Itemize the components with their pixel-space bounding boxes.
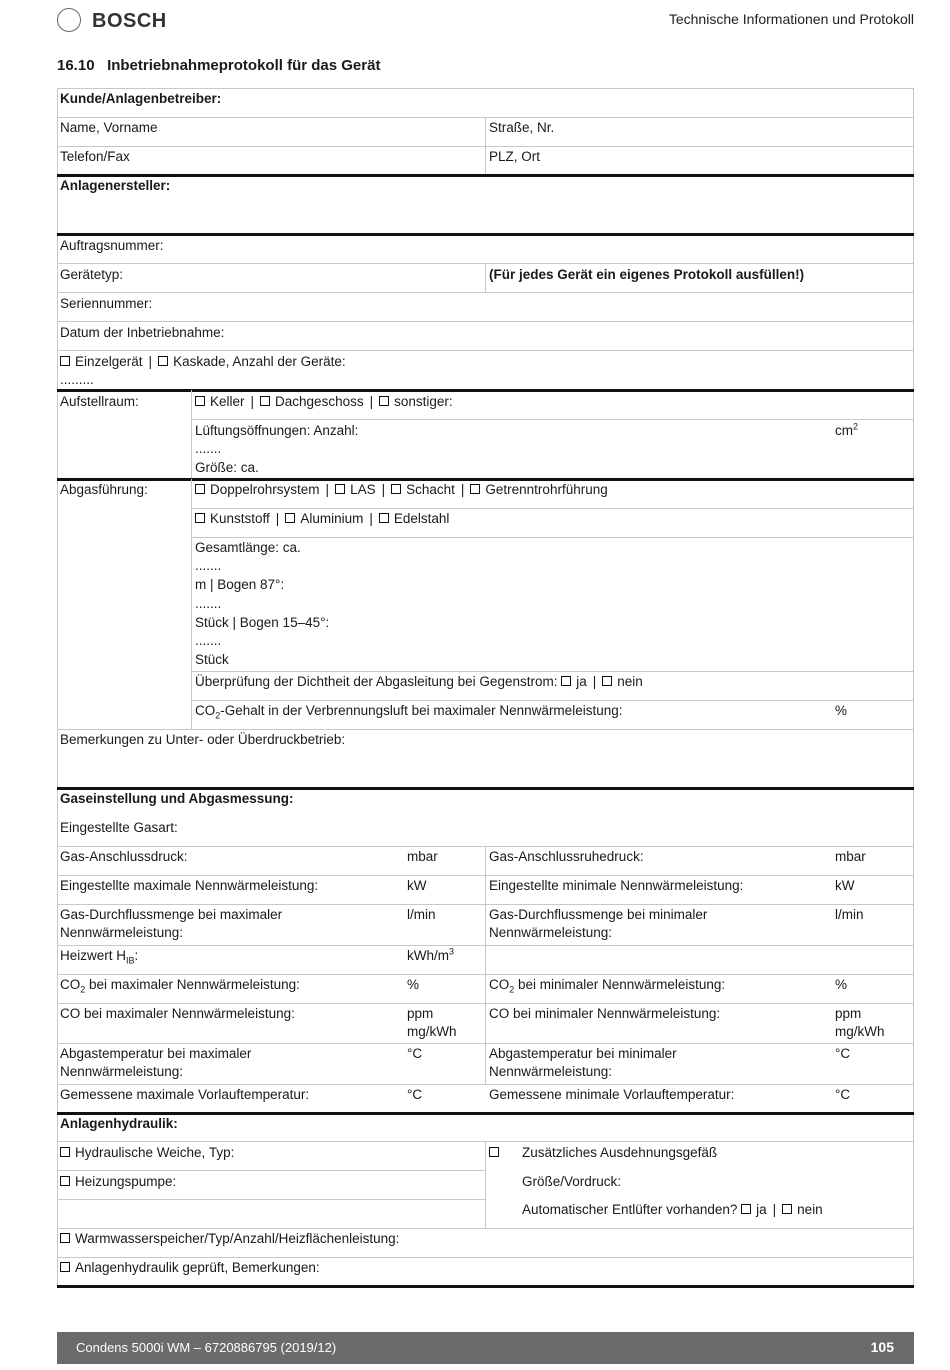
attic-checkbox[interactable] bbox=[260, 396, 270, 406]
cascade-dots: ......... bbox=[60, 372, 94, 387]
flue-material-options: Kunststoff | Aluminium | Edelstahl bbox=[195, 510, 449, 528]
commissioning-date-field[interactable]: Datum der Inbetriebnahme: bbox=[60, 325, 225, 340]
las-checkbox[interactable] bbox=[335, 484, 345, 494]
section-title: 16.10 Inbetriebnahmeprotokoll für das Gerät bbox=[57, 57, 381, 74]
vessel-size-field[interactable]: Größe/Vordruck: bbox=[522, 1174, 622, 1189]
dhw-row: Warmwasserspeicher/Typ/Anzahl/Heizflächenleistung: bbox=[60, 1230, 399, 1248]
shaft-checkbox[interactable] bbox=[391, 484, 401, 494]
plastic-checkbox[interactable] bbox=[195, 513, 205, 523]
aluminium-checkbox[interactable] bbox=[285, 513, 295, 523]
flue-temp-min-cont: Nennwärmeleistung: bbox=[489, 1064, 613, 1079]
brand-name: BOSCH bbox=[92, 10, 167, 32]
flue-system-options: Doppelrohrsystem | LAS | Schacht | Getrenntrohrführung bbox=[195, 481, 608, 499]
vents-size-field[interactable]: Größe: ca. bbox=[195, 460, 259, 475]
flue-label: Abgasführung: bbox=[60, 482, 148, 497]
gas-type-field[interactable]: Eingestellte Gasart: bbox=[60, 820, 178, 835]
flue-dots: ....... bbox=[195, 558, 222, 573]
table-left-border bbox=[57, 88, 58, 1287]
header-title: Technische Informationen und Protokoll bbox=[668, 11, 914, 27]
flue-temp-max-field[interactable]: Abgastemperatur bei maximaler bbox=[60, 1046, 252, 1061]
leak-test-row: Überprüfung der Dichtheit der Abgasleitung bei Gegenstrom: ja | nein bbox=[195, 674, 643, 689]
room-options: Keller | Dachgeschoss | sonstiger: bbox=[195, 393, 453, 411]
pieces-label: Stück bbox=[195, 652, 229, 667]
device-count-row: Einzelgerät | Kaskade, Anzahl der Geräte: bbox=[60, 353, 346, 371]
unit: °C bbox=[407, 1046, 423, 1061]
hydraulics-checked-checkbox[interactable] bbox=[60, 1262, 70, 1272]
flue-dots: ....... bbox=[195, 596, 222, 611]
room-label: Aufstellraum: bbox=[60, 394, 139, 409]
max-flow-field[interactable]: Gas-Durchflussmenge bei maximaler bbox=[60, 907, 283, 922]
auto-vent-row: Automatischer Entlüfter vorhanden? ja | nein bbox=[522, 1202, 823, 1217]
section-divider bbox=[57, 174, 914, 177]
flue-length-field[interactable]: Gesamtlänge: ca. bbox=[195, 540, 301, 555]
unit: mg/kWh bbox=[835, 1024, 885, 1039]
flow-temp-min-field[interactable]: Gemessene minimale Vorlauftemperatur: bbox=[489, 1087, 735, 1102]
vents-dots: ....... bbox=[195, 441, 222, 456]
unit: % bbox=[835, 977, 848, 992]
leak-no-checkbox[interactable] bbox=[602, 676, 612, 686]
vents-count-field[interactable]: Lüftungsöffnungen: Anzahl: bbox=[195, 423, 359, 438]
section-divider bbox=[57, 1112, 914, 1115]
section-divider bbox=[57, 233, 914, 236]
unit: ppm bbox=[835, 1006, 862, 1021]
unit: mbar bbox=[407, 849, 438, 864]
min-flow-label-cont: Nennwärmeleistung: bbox=[489, 925, 613, 940]
table-top-border bbox=[57, 88, 914, 89]
co2-air-unit: % bbox=[835, 703, 848, 718]
unit: kWh/$m^3$ bbox=[407, 946, 455, 963]
footer-document-id: Condens 5000i WM – 6720886795 (2019/12) bbox=[76, 1340, 337, 1355]
order-number-field[interactable]: Auftragsnummer: bbox=[60, 238, 164, 253]
pump-checkbox[interactable] bbox=[60, 1176, 70, 1186]
co2-min-field[interactable]: $CO_2$ bei minimaler Nennwärmeleistung: bbox=[489, 977, 726, 995]
flue-temp-max-cont: Nennwärmeleistung: bbox=[60, 1064, 184, 1079]
hydraulics-heading: Anlagenhydraulik: bbox=[60, 1116, 178, 1131]
unit: ppm bbox=[407, 1006, 434, 1021]
section-divider bbox=[57, 389, 914, 392]
hydraulic-switch-row: Hydraulische Weiche, Typ: bbox=[60, 1144, 234, 1162]
co-min-field[interactable]: CO bei minimaler Nennwärmeleistung: bbox=[489, 1006, 721, 1021]
device-note: (Für jedes Gerät ein eigenes Protokoll ausfüllen!) bbox=[489, 267, 805, 282]
serial-number-field[interactable]: Seriennummer: bbox=[60, 296, 153, 311]
vent-no-checkbox[interactable] bbox=[782, 1204, 792, 1214]
name-field[interactable]: Name, Vorname bbox=[60, 120, 158, 135]
bosch-logo-icon bbox=[57, 8, 81, 32]
separate-pipe-checkbox[interactable] bbox=[470, 484, 480, 494]
unit: kW bbox=[835, 878, 855, 893]
dhw-checkbox[interactable] bbox=[60, 1233, 70, 1243]
unit: l/min bbox=[835, 907, 864, 922]
leak-yes-checkbox[interactable] bbox=[561, 676, 571, 686]
hydraulic-switch-checkbox[interactable] bbox=[60, 1147, 70, 1157]
max-output-field[interactable]: Eingestellte maximale Nennwärmeleistung: bbox=[60, 878, 319, 893]
other-room-checkbox[interactable] bbox=[379, 396, 389, 406]
gas-heading: Gaseinstellung und Abgasmessung: bbox=[60, 791, 294, 806]
flue-dots: ....... bbox=[195, 633, 222, 648]
stainless-checkbox[interactable] bbox=[379, 513, 389, 523]
remarks-field[interactable]: Bemerkungen zu Unter- oder Überdruckbetrieb: bbox=[60, 732, 346, 747]
unit: °C bbox=[835, 1046, 851, 1061]
bend15-field[interactable]: Stück | Bogen 15–45°: bbox=[195, 615, 330, 630]
co2-air-field[interactable]: $CO_2$-Gehalt in der Verbrennungsluft bei maximaler Nennwärmeleistung: bbox=[195, 703, 623, 721]
flue-temp-min-field[interactable]: Abgastemperatur bei minimaler bbox=[489, 1046, 677, 1061]
phone-field[interactable]: Telefon/Fax bbox=[60, 149, 130, 164]
unit: kW bbox=[407, 878, 427, 893]
unit: mbar bbox=[835, 849, 866, 864]
calorific-value-field[interactable]: Heizwert $H_{IB}$: bbox=[60, 948, 139, 966]
single-device-checkbox[interactable] bbox=[60, 356, 70, 366]
unit: °C bbox=[835, 1087, 851, 1102]
expansion-vessel-row bbox=[489, 1144, 504, 1162]
gas-static-pressure-field[interactable]: Gas-Anschlussruhedruck: bbox=[489, 849, 644, 864]
min-flow-field[interactable]: Gas-Durchflussmenge bei minimaler bbox=[489, 907, 708, 922]
customer-heading: Kunde/Anlagenbetreiber: bbox=[60, 91, 222, 106]
unit: mg/kWh bbox=[407, 1024, 457, 1039]
co2-max-field[interactable]: $CO_2$ bei maximaler Nennwärmeleistung: bbox=[60, 977, 300, 995]
max-flow-label-cont: Nennwärmeleistung: bbox=[60, 925, 184, 940]
pump-row: Heizungspumpe: bbox=[60, 1173, 176, 1191]
vent-yes-checkbox[interactable] bbox=[741, 1204, 751, 1214]
unit: % bbox=[407, 977, 420, 992]
street-field[interactable]: Straße, Nr. bbox=[489, 120, 555, 135]
expansion-vessel-label: Zusätzliches Ausdehnungsgefäß bbox=[522, 1145, 718, 1160]
device-type-field[interactable]: Gerätetyp: bbox=[60, 267, 124, 282]
twin-pipe-checkbox[interactable] bbox=[195, 484, 205, 494]
gas-pressure-field[interactable]: Gas-Anschlussdruck: bbox=[60, 849, 188, 864]
vents-unit: $cm^2$ bbox=[835, 421, 859, 438]
table-bottom-border bbox=[57, 1285, 914, 1288]
unit: l/min bbox=[407, 907, 436, 922]
page-number: 105 bbox=[870, 1339, 894, 1355]
unit: °C bbox=[407, 1087, 423, 1102]
table-right-border bbox=[913, 88, 914, 1287]
bend87-field[interactable]: m | Bogen 87°: bbox=[195, 577, 285, 592]
min-output-field[interactable]: Eingestellte minimale Nennwärmeleistung: bbox=[489, 878, 744, 893]
cascade-checkbox[interactable] bbox=[158, 356, 168, 366]
zip-field[interactable]: PLZ, Ort bbox=[489, 149, 541, 164]
cellar-checkbox[interactable] bbox=[195, 396, 205, 406]
hydraulics-checked-row: Anlagenhydraulik geprüft, Bemerkungen: bbox=[60, 1259, 320, 1277]
installer-heading: Anlagenersteller: bbox=[60, 178, 171, 193]
expansion-vessel-checkbox[interactable] bbox=[489, 1147, 499, 1157]
co-max-field[interactable]: CO bei maximaler Nennwärmeleistung: bbox=[60, 1006, 295, 1021]
flow-temp-max-field[interactable]: Gemessene maximale Vorlauftemperatur: bbox=[60, 1087, 310, 1102]
